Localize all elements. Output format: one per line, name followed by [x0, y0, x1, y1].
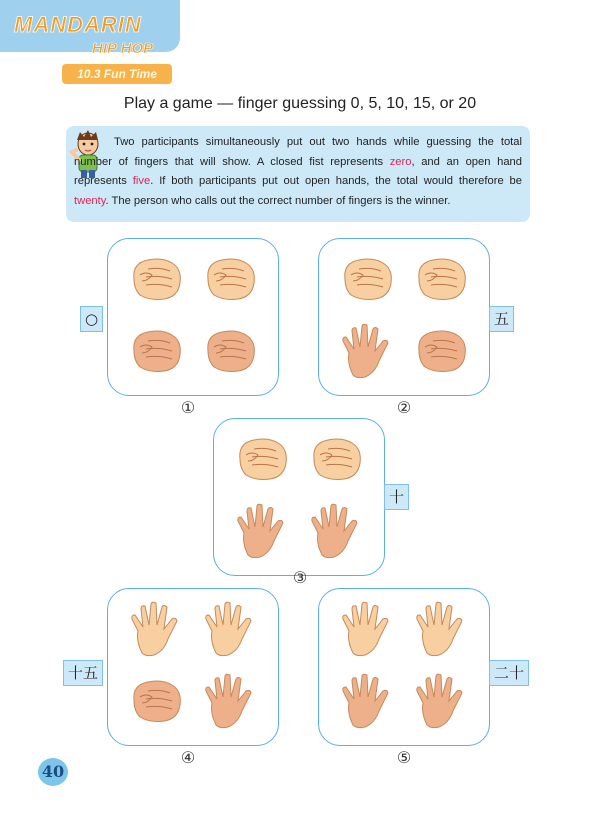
fist-icon [126, 251, 186, 307]
hand-slot [337, 323, 397, 379]
logo-line2: HIP HOP [92, 40, 154, 56]
page-number: 40 [38, 758, 68, 786]
hand-slot [411, 323, 471, 379]
fist-icon [232, 431, 292, 487]
hand-slot [232, 431, 292, 487]
page-title: Play a game — finger guessing 0, 5, 10, 15, or 20 [123, 95, 477, 112]
hand-panel-1 [107, 238, 279, 396]
fist-icon [200, 323, 260, 379]
mandarin-hip-hop-logo [12, 8, 182, 56]
hand-slot [411, 673, 471, 729]
hand-slot [126, 601, 186, 657]
panel-2-label: 五 [489, 306, 514, 332]
open-hand-icon [411, 601, 471, 657]
instructions-part1: Two participants simultaneously put out two hands while guessing the total number of fingers that will show. A closed fist represents [74, 136, 522, 168]
panel-4-label: 十五 [63, 660, 103, 686]
instructions-part2: , and an open hand represents [74, 155, 522, 187]
hand-slot [232, 503, 292, 559]
panel-3-number: ③ [292, 568, 308, 587]
panel-1-number: ① [180, 398, 196, 417]
open-hand-icon [306, 503, 366, 559]
word-zero: zero [389, 155, 412, 168]
hand-slot [411, 601, 471, 657]
hand-slot [337, 601, 397, 657]
fist-icon [126, 673, 186, 729]
panel-2-number: ② [396, 398, 412, 417]
word-twenty: twenty [74, 194, 106, 207]
panel-1-label: ○ [80, 306, 103, 332]
hand-slot [200, 601, 260, 657]
open-hand-icon [200, 601, 260, 657]
hand-slot [126, 323, 186, 379]
fist-icon [411, 323, 471, 379]
open-hand-icon [126, 601, 186, 657]
hand-panel-2 [318, 238, 490, 396]
instructions-text [74, 133, 522, 211]
fist-icon [337, 251, 397, 307]
fist-icon [126, 323, 186, 379]
hand-slot [126, 251, 186, 307]
open-hand-icon [232, 503, 292, 559]
open-hand-icon [411, 673, 471, 729]
panel-5-number: ⑤ [396, 748, 412, 767]
hand-slot [126, 673, 186, 729]
hand-slot [411, 251, 471, 307]
fist-icon [200, 251, 260, 307]
logo-line1: MANDARIN [14, 12, 142, 37]
open-hand-icon [337, 601, 397, 657]
hand-slot [200, 251, 260, 307]
open-hand-icon [200, 673, 260, 729]
lesson-tag: 10.3 Fun Time [62, 64, 172, 84]
open-hand-icon [337, 673, 397, 729]
hand-slot [306, 431, 366, 487]
hand-slot [337, 251, 397, 307]
hand-panel-3 [213, 418, 385, 576]
panel-5-label: 二十 [489, 660, 529, 686]
instructions-part4: . The person who calls out the correct number of fingers is the winner. [105, 194, 451, 207]
panel-4-number: ④ [180, 748, 196, 767]
open-hand-icon [337, 323, 397, 379]
hand-slot [200, 673, 260, 729]
hand-panel-4 [107, 588, 279, 746]
hand-slot [306, 503, 366, 559]
hand-slot [337, 673, 397, 729]
word-five: five [132, 175, 151, 187]
panel-3-label: 十 [384, 484, 409, 510]
hand-panel-5 [318, 588, 490, 746]
fist-icon [306, 431, 366, 487]
hand-slot [200, 323, 260, 379]
instructions-part3: . If both participants put out open hands, the total would therefore be [150, 175, 523, 187]
fist-icon [411, 251, 471, 307]
